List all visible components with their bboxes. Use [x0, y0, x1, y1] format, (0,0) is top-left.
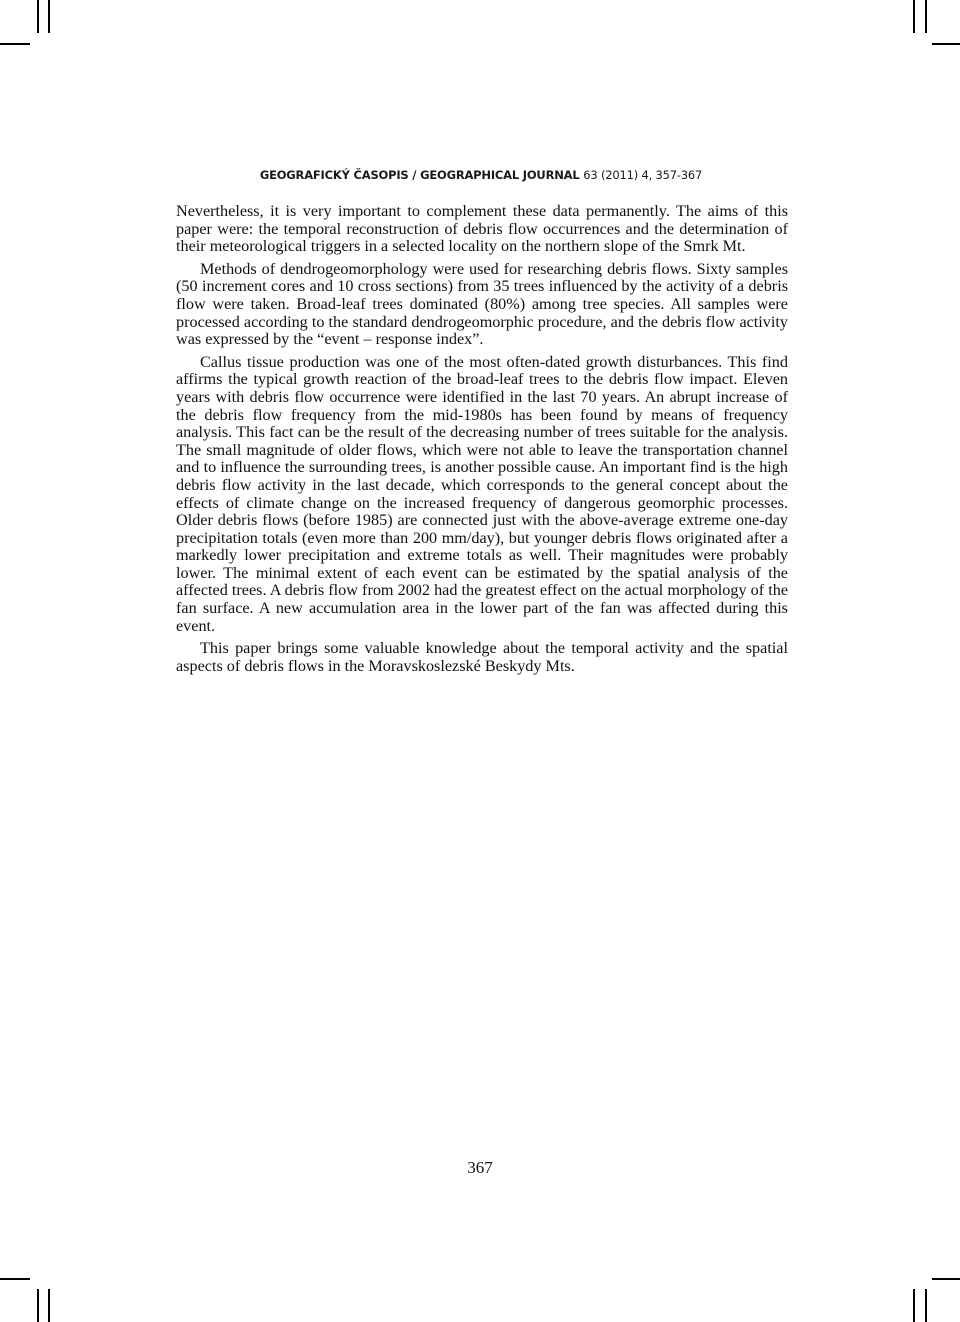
paragraph-aims: Nevertheless, it is very important to complement these data permanently. The aims of this paper were: the temporal reconstruction of debris flow occurrences and the determination of their meteorological triggers in a selected locality on the northern slope of the Smrk Mt.	[176, 202, 788, 256]
paragraph-conclusion: This paper brings some valuable knowledge about the temporal activity and the spatial aspects of debris flows in the Moravskoslezské Beskydy Mts.	[176, 639, 788, 675]
crop-mark-top-left-vertical-2	[48, 0, 50, 33]
crop-mark-top-right-horizontal	[932, 43, 960, 45]
crop-mark-top-right-vertical-2	[925, 0, 927, 33]
paragraph-results: Callus tissue production was one of the most often-dated growth disturbances. This find affirms the typical growth reaction of the broad-leaf trees to the debris flow impact. Eleven years with debris flow occurrence were identified in the last 70 years. An abrupt increase of the debris flow frequency from the mid-1980s has been found by means of frequency analysis. This fact can be the result of the decreasing number of trees suitable for the analysis. The small magnitude of older flows, which were not able to leave the transportation channel and to influence the surrounding trees, is another possible cause. An important find is the high debris flow activity in the last decade, which corresponds to the general concept about the effects of climate change on the increased frequency of dangerous geomorphic processes. Older debris flows (before 1985) are connected just with the above-average extreme one-day precipitation totals (even more than 200 mm/day), but younger debris flows originated after a markedly lower precipitation and extreme totals as well. Their magnitudes were probably lower. The minimal extent of each event can be estimated by the spatial analysis of the affected trees. A debris flow from 2002 had the greatest effect on the actual morphology of the fan surface. A new accumulation area in the lower part of the fan was affected during this event.	[176, 352, 788, 635]
journal-issue: 63 (2011) 4, 357-367	[583, 168, 703, 182]
crop-mark-bottom-right-horizontal	[932, 1278, 960, 1280]
running-header	[176, 168, 786, 182]
crop-mark-top-left-vertical-1	[37, 0, 39, 33]
crop-mark-bottom-left-horizontal	[0, 1278, 30, 1280]
page-number: 367	[467, 1158, 493, 1177]
crop-mark-top-right-vertical-1	[913, 0, 915, 33]
crop-mark-bottom-left-vertical-2	[48, 1289, 50, 1322]
paragraph-methods: Methods of dendrogeomorphology were used for researching debris flows. Sixty samples (50 increment cores and 10 cross sections) from 35 trees influenced by the activity of a debris flow were taken. Broad-leaf trees dominated (80%) among tree species. All samples were processed according to the standard dendrogeomorphic procedure, and the debris flow activity was expressed by the “event – response index”.	[176, 259, 788, 349]
crop-mark-bottom-right-vertical-2	[925, 1289, 927, 1322]
crop-mark-top-left-horizontal	[0, 43, 30, 45]
crop-mark-bottom-left-vertical-1	[37, 1289, 39, 1322]
journal-title: GEOGRAFICKÝ ČASOPIS / GEOGRAPHICAL JOURNAL	[259, 168, 580, 182]
body-text	[176, 203, 788, 680]
crop-mark-bottom-right-vertical-1	[913, 1289, 915, 1322]
